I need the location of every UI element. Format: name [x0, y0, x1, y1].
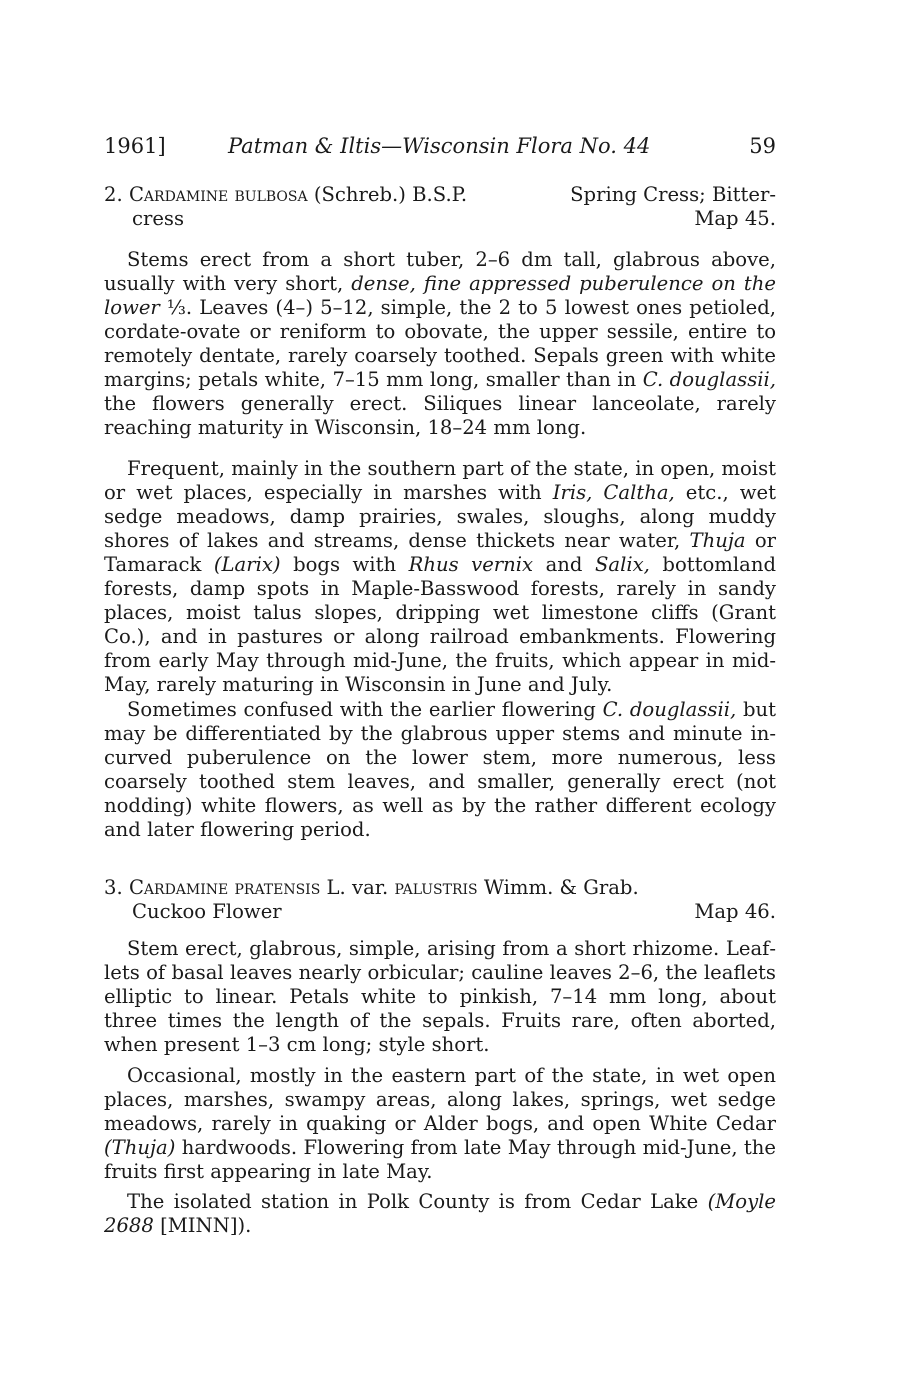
header-running-title: Patman & Iltis—Wisconsin Flora No. 44	[228, 134, 651, 158]
species-2-heading	[104, 183, 776, 231]
species-3-common-name: Cuckoo Flower	[132, 900, 282, 923]
header-page-number: 59	[749, 134, 776, 158]
species-3-notes: The isolated station in Polk County is from Cedar Lake (Moyle 2688 [MINN]).	[104, 1190, 776, 1237]
species-3-var-authority: Wimm. & Grab.	[483, 876, 639, 899]
species-2-common-name-b: cress	[132, 207, 185, 230]
species-2-description: Stems erect from a short tuber, 2–6 dm tall, glabrous above, usually with very short, dense, fine appressed puberulence on the lower ⅓. Leaves (4–) 5–12, simple, the 2 to 5 lowest ones petioled, cordate-ovate or reniform to obovate, the upper sessile, entire to remotely dentate, rarely coarsely toothed. Sepals green with white margins; petals white, 7–15 mm long, smaller than in C. douglassii, the flowers generally erect. Siliques linear lanceolate, rarely reaching maturity in Wisconsin, 18–24 mm long.	[104, 248, 777, 439]
species-3-name: Cardamine pratensis	[128, 876, 321, 899]
species-2-map-ref: Map 45.	[694, 207, 776, 230]
species-2-notes: Sometimes confused with the earlier flowering C. douglassii, but may be differentiated by the glabrous upper stems and minute incurved puberulence on the lower stem, more numerous, less coarsely toothed stem leaves, and smaller, generally erect (not nodding) white flowers, as well as by the rather different ecology and later flowering period.	[104, 698, 777, 841]
species-2-common-name-a: Spring Cress; Bitter-	[570, 183, 776, 206]
species-3-map-ref: Map 46.	[694, 900, 776, 923]
species-3-description: Stem erect, glabrous, simple, arising from a short rhizome. Leaflets of basal leaves nearly orbicular; cauline leaves 2–6, the leaflets elliptic to linear. Petals white to pinkish, 7–14 mm long, about three times the length of the sepals. Fruits rare, often aborted, when present 1–3 cm long; style short.	[104, 937, 776, 1056]
species-3-habitat: Occasional, mostly in the eastern part of the state, in wet open places, marshes, swampy areas, along lakes, springs, wet sedge meadows, rarely in quaking or Alder bogs, and open White Cedar (Thuja) hardwoods. Flowering from late May through mid-June, the fruits first appearing in late May.	[104, 1064, 776, 1183]
species-2-authority: (Schreb.) B.S.P.	[313, 183, 468, 206]
species-2-habitat: Frequent, mainly in the southern part of the state, in open, moist or wet places, especially in marshes with Iris, Caltha, etc., wet sedge meadows, damp prairies, swales, sloughs, along muddy shores of lakes and streams, dense thickets near water, Thuja or Tamarack (Larix) bogs with Rhus vernix and Salix, bottomland forests, damp spots in Maple-Basswood forests, rarely in sandy places, moist talus slopes, dripping wet limestone cliffs (Grant Co.), and in pastures or along railroad embankments. Flowering from early May through mid-June, the fruits, which appear in mid-May, rarely maturing in Wisconsin in June and July.	[104, 457, 776, 696]
species-3-heading	[104, 876, 776, 924]
species-3-variety: palustris	[394, 876, 478, 899]
species-2-number: 2.	[104, 183, 123, 206]
species-3-number: 3.	[104, 876, 123, 899]
species-2-name: Cardamine bulbosa	[128, 183, 308, 206]
species-3-authority: L. var.	[326, 876, 389, 899]
header-year: 1961]	[104, 134, 166, 158]
running-header	[104, 134, 776, 162]
